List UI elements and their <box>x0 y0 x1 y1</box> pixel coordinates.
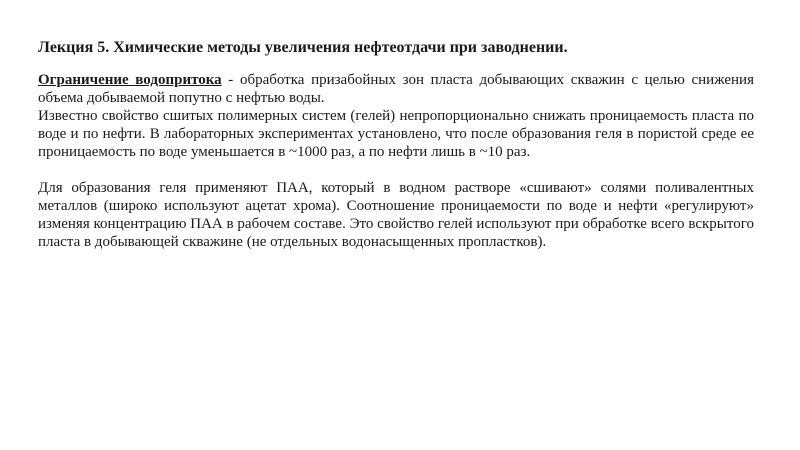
paragraph-spacer <box>38 161 754 179</box>
slide-title: Лекция 5. Химические методы увеличения нефтеотдачи при заводнении. <box>38 39 568 56</box>
slide-body <box>38 71 754 251</box>
paragraph-gel-property: Известно свойство сшитых полимерных систем (гелей) непропорционально снижать проницаемость пласта по воде и по нефти. В лабораторных экспериментах установлено, что после образования геля в пористой среде ее проницаемость по воде уменьшается в ~1000 раз, а по нефти лишь в ~10 раз. <box>38 108 754 160</box>
definition-term: Ограничение водопритока <box>38 72 222 88</box>
paragraph-gel-formation: Для образования геля применяют ПАА, который в водном растворе «сшивают» солями поливалентных металлов (широко используют ацетат хрома). Соотношение проницаемости по воде и нефти «регулируют» изменяя концентрацию ПАА в рабочем составе. Это свойство гелей используют при обработке всего вскрытого пласта в добывающей скважине (не отдельных водонасыщенных пропластков). <box>38 180 754 250</box>
definition-text: - обработка призабойных зон пласта добывающих скважин с целью снижения объема добываемой попутно с нефтью воды. <box>38 72 754 106</box>
paragraph-definition <box>38 71 754 107</box>
